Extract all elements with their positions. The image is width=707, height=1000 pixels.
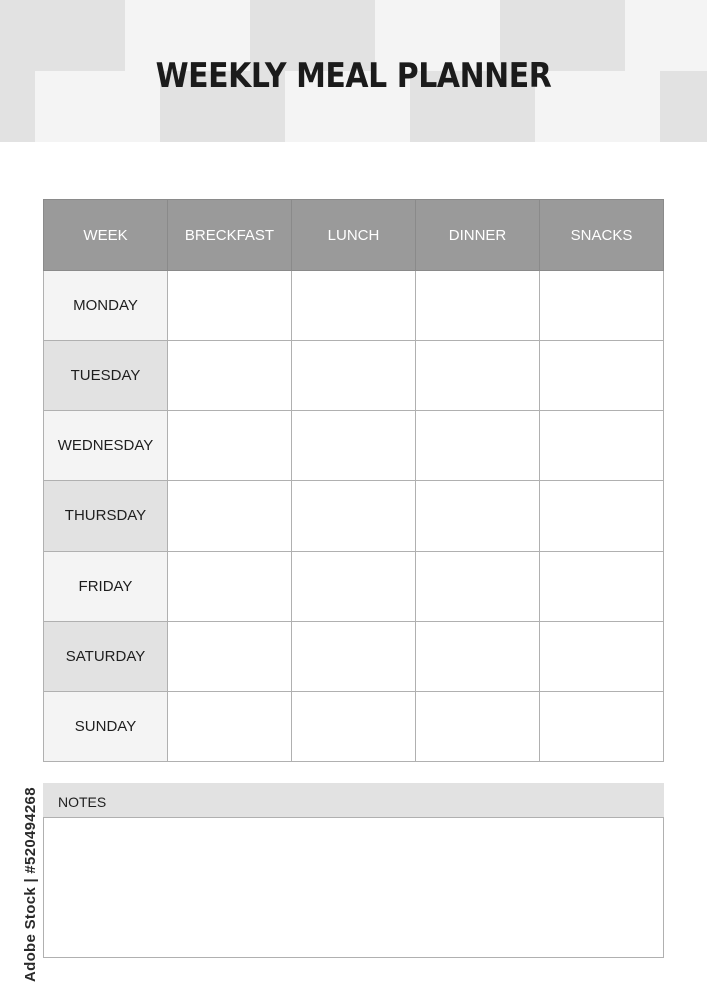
header-tile — [0, 71, 35, 142]
notes-header — [43, 783, 664, 817]
dinner-cell[interactable] — [416, 481, 540, 551]
column-header-breakfast: BRECKFAST — [168, 200, 292, 271]
day-label-monday: MONDAY — [44, 271, 168, 341]
column-header-snacks: SNACKS — [540, 200, 664, 271]
breakfast-cell[interactable] — [168, 621, 292, 691]
dinner-cell[interactable] — [416, 271, 540, 341]
header-tile — [660, 71, 707, 142]
column-header-week: WEEK — [44, 200, 168, 271]
table-row — [44, 551, 664, 621]
breakfast-cell[interactable] — [168, 691, 292, 761]
table-row — [44, 621, 664, 691]
lunch-cell[interactable] — [292, 551, 416, 621]
day-label-wednesday: WEDNESDAY — [44, 411, 168, 481]
lunch-cell[interactable] — [292, 411, 416, 481]
dinner-cell[interactable] — [416, 411, 540, 481]
snacks-cell[interactable] — [540, 481, 664, 551]
table-row — [44, 411, 664, 481]
table-header-row — [44, 200, 664, 271]
day-label-saturday: SATURDAY — [44, 621, 168, 691]
dinner-cell[interactable] — [416, 551, 540, 621]
lunch-cell[interactable] — [292, 341, 416, 411]
dinner-cell[interactable] — [416, 341, 540, 411]
day-label-tuesday: TUESDAY — [44, 341, 168, 411]
lunch-cell[interactable] — [292, 481, 416, 551]
day-label-sunday: SUNDAY — [44, 691, 168, 761]
breakfast-cell[interactable] — [168, 271, 292, 341]
lunch-cell[interactable] — [292, 621, 416, 691]
day-label-friday: FRIDAY — [44, 551, 168, 621]
notes-label: NOTES — [58, 794, 107, 810]
dinner-cell[interactable] — [416, 691, 540, 761]
snacks-cell[interactable] — [540, 341, 664, 411]
snacks-cell[interactable] — [540, 621, 664, 691]
notes-area[interactable] — [43, 817, 664, 958]
table-row — [44, 691, 664, 761]
lunch-cell[interactable] — [292, 691, 416, 761]
breakfast-cell[interactable] — [168, 481, 292, 551]
column-header-dinner: DINNER — [416, 200, 540, 271]
day-label-thursday: THURSDAY — [44, 481, 168, 551]
column-header-lunch: LUNCH — [292, 200, 416, 271]
table-row — [44, 481, 664, 551]
table-row — [44, 341, 664, 411]
snacks-cell[interactable] — [540, 551, 664, 621]
meal-planner-table — [43, 199, 664, 762]
snacks-cell[interactable] — [540, 691, 664, 761]
stock-id-label: Adobe Stock | #520494268 — [22, 787, 39, 982]
snacks-cell[interactable] — [540, 411, 664, 481]
breakfast-cell[interactable] — [168, 551, 292, 621]
lunch-cell[interactable] — [292, 271, 416, 341]
breakfast-cell[interactable] — [168, 411, 292, 481]
page-title: WEEKLY MEAL PLANNER — [155, 56, 552, 96]
table-row — [44, 271, 664, 341]
snacks-cell[interactable] — [540, 271, 664, 341]
dinner-cell[interactable] — [416, 621, 540, 691]
breakfast-cell[interactable] — [168, 341, 292, 411]
